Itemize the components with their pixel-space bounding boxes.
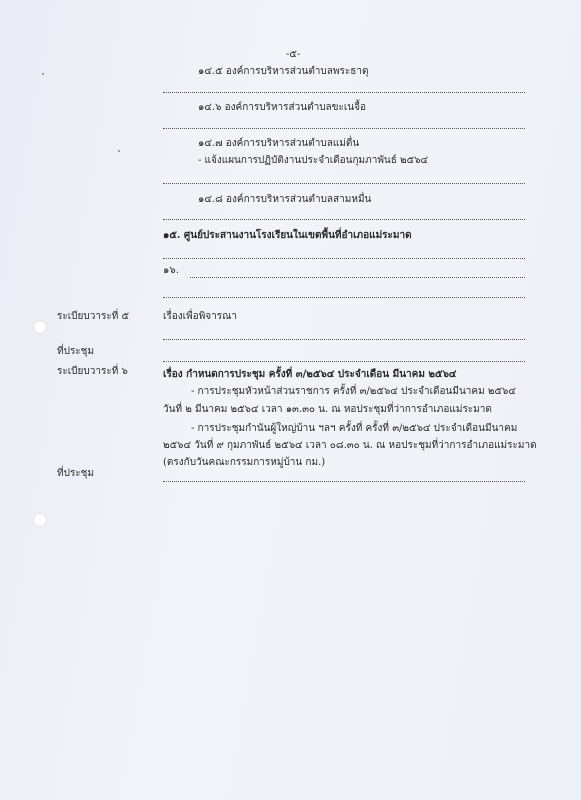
page-number: -๕-	[286, 49, 301, 60]
agenda-6-label: ระเบียบวาระที่ ๖	[57, 366, 128, 377]
agenda-6-paragraph-2-line-2: ๒๕๖๔ วันที่ ๙ กุมภาพันธ์ ๒๕๖๔ เวลา ๐๘.๓๐ น. ณ หอประชุมที่ว่าการอำเภอแม่ระมาด	[163, 440, 537, 451]
agenda-6-title: เรื่อง กำหนดการประชุม ครั้งที่ ๓/๒๕๖๔ ประจำเดือน มีนาคม ๒๕๖๔	[163, 369, 457, 380]
agenda-6-meeting-label: ที่ประชุม	[57, 468, 95, 479]
scan-speck	[42, 73, 44, 75]
agenda-6-paragraph-2-line-1: - การประชุมกำนันผู้ใหญ่บ้าน ฯลฯ ครั้งที่ ครั้งที่ ๓/๒๕๖๔ ประจำเดือนมีนาคม	[191, 423, 518, 434]
item-16: ๑๖.	[163, 265, 179, 276]
agenda-6-paragraph-1-line-1: - การประชุมหัวหน้าส่วนราชการ ครั้งที่ ๓/๒๕๖๔ ประจำเดือนมีนาคม ๒๕๖๔	[191, 386, 516, 397]
dotted-line	[190, 277, 525, 278]
item-14-8: ๑๔.๘ องค์การบริหารส่วนตำบลสามหมื่น	[198, 194, 372, 205]
dotted-line	[163, 219, 525, 220]
agenda-5-label: ระเบียบวาระที่ ๕	[57, 311, 130, 322]
dotted-line	[163, 481, 525, 482]
dotted-line	[163, 339, 525, 340]
item-14-5: ๑๔.๕ องค์การบริหารส่วนตำบลพระธาตุ	[198, 66, 369, 77]
agenda-5-title: เรื่องเพื่อพิจารณา	[163, 311, 238, 322]
agenda-6-paragraph-2-line-3: (ตรงกับวันคณะกรรมการหมู่บ้าน กม.)	[163, 457, 326, 468]
agenda-5-meeting-label: ที่ประชุม	[57, 346, 95, 357]
item-14-6: ๑๔.๖ องค์การบริหารส่วนตำบลขะเนจื้อ	[198, 102, 367, 113]
punch-hole-bottom	[33, 513, 47, 527]
dotted-line	[163, 258, 525, 259]
dotted-line	[163, 361, 525, 362]
item-15: ๑๕. ศูนย์ประสานงานโรงเรียนในเขตพื้นที่อำเภอแม่ระมาด	[163, 230, 412, 241]
dotted-line	[163, 92, 525, 93]
item-14-7-sub: - แจ้งแผนการปฏิบัติงานประจำเดือนกุมภาพันธ์ ๒๕๖๔	[198, 155, 429, 166]
agenda-6-paragraph-1-line-2: วันที่ ๒ มีนาคม ๒๕๖๔ เวลา ๑๓.๓๐ น. ณ หอประชุมที่ว่าการอำเภอแม่ระมาด	[163, 404, 492, 415]
punch-hole-top	[33, 320, 47, 334]
dotted-line	[163, 183, 525, 184]
dotted-line	[163, 297, 525, 298]
dotted-line	[163, 128, 525, 129]
scan-speck	[118, 150, 120, 152]
item-14-7: ๑๔.๗ องค์การบริหารส่วนตำบลแม่ตื่น	[198, 138, 360, 149]
